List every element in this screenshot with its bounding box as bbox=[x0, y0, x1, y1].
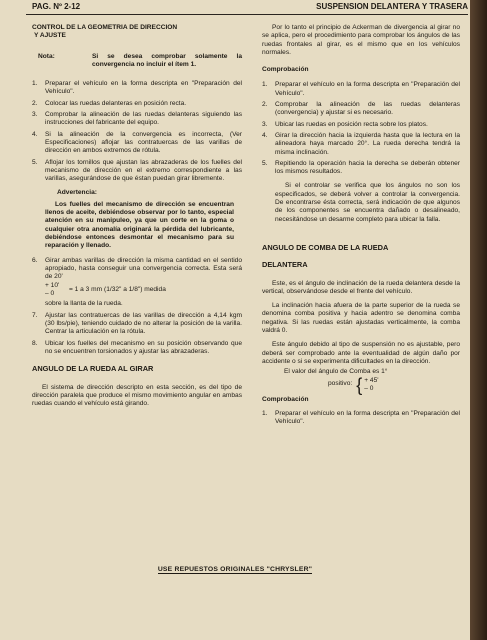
paragraph: Este ángulo debido al tipo de suspensión no es ajustable, pero deberá ser comprobado ante la eventualidad de algún daño por accidente o si se experimenta dificultades en la dirección. bbox=[262, 341, 460, 365]
page-footer bbox=[0, 566, 470, 574]
list-item: 1. Preparar el vehículo en la forma descripta en "Preparación del Vehículo". bbox=[32, 80, 242, 96]
list-item: 1. Preparar el vehículo en la forma descripta en "Preparación del Vehículo". bbox=[262, 409, 460, 426]
note-label: Nota: bbox=[38, 52, 55, 60]
step6-end: sobre la llanta de la rueda. bbox=[45, 300, 123, 308]
warning-text: Los fuelles del mecanismo de dirección se encuentran llenos de aceite, debiéndose observar por lo tanto, especial atención en su manipuleo, ya que un corte en la goma o cualquier otra anomalía originará la pérdida del lubricante, debiéndose entonces desmontar el mecanismo para su reparación y llenado. bbox=[45, 200, 234, 250]
right-column bbox=[262, 24, 460, 426]
section-heading: ANGULO DE LA RUEDA AL GIRAR bbox=[32, 364, 154, 374]
list-item: 2. Comprobar la alineación de las ruedas delanteras (convergencia) y ajustar si es necesario. bbox=[262, 101, 460, 117]
check-heading: Comprobación bbox=[262, 66, 309, 74]
left-title-2: Y AJUSTE bbox=[34, 32, 66, 40]
page-edge bbox=[470, 0, 487, 640]
footer-text: USE REPUESTOS ORIGINALES "CHRYSLER" bbox=[157, 566, 313, 573]
list-item: 4. Si la alineación de la convergencia es incorrecta, (Ver Especificaciones) aflojar las contratuercas de las varillas de dirección en ambos extremos de rótula. bbox=[32, 130, 242, 155]
camber-tolerance bbox=[328, 374, 460, 395]
list-item: 6. Girar ambas varillas de dirección la misma cantidad en el sentido apropiado, hasta conseguir una convergencia correcta. Esta será de 20' + 10' – 0 = 1 a 3 mm (1/32" a 1/8") medida sobre la llanta de la rueda. bbox=[32, 256, 242, 308]
page-header bbox=[26, 3, 468, 15]
warning-box bbox=[45, 189, 234, 250]
paragraph: La inclinación hacia afuera de la parte superior de la rueda se denomina comba positiva y hacia adentro se denomina comba negativa. Si las ruedas están ajustadas verticalmente, la comba valdrá 0. bbox=[262, 302, 460, 335]
check-heading: Comprobación bbox=[262, 395, 309, 403]
list-item: 3. Comprobar la alineación de las ruedas delanteras siguiendo las instrucciones del fabricante del equipo. bbox=[32, 111, 242, 127]
note-text: Si se desea comprobar solamente la convergencia no incluir el ítem 1. bbox=[92, 52, 242, 68]
list-item: 5. Repitiendo la operación hacia la derecha se deberán obtener los mismos resultados. bbox=[262, 159, 460, 176]
paragraph: Si el controlar se verifica que los ángulos no son los especificados, se deberá volver a controlar la convergencia. De encontrarse ésta correcta, será indicación de que algunos de los componentes se encuentra dañado o desalineado, necesitándose un desarme completo para ubicar la falla. bbox=[275, 182, 460, 223]
toe-minus: – 0 bbox=[45, 290, 55, 298]
section-heading: ANGULO DE COMBA DE LA RUEDA bbox=[262, 242, 389, 252]
warning-title: Advertencia: bbox=[57, 189, 97, 197]
list-item: 1. Preparar el vehículo en la forma descripta en "Preparación del Vehículo". bbox=[262, 81, 460, 97]
step6-text: Girar ambas varillas de dirección la misma cantidad en el sentido apropiado, hasta conseguir una convergencia correcta. Esta será de 20' bbox=[45, 256, 242, 281]
list-item: 7. Ajustar las contratuercas de las varillas de dirección a 4,14 kgm (30 lbs/pie), teniendo cuidado de no alterar la posición de la varilla. Centrar la articulación en la rótula. bbox=[32, 311, 242, 336]
paragraph: Este, es el ángulo de inclinación de la rueda delantera desde la vertical, observándose desde el frente del vehículo. bbox=[262, 279, 460, 295]
paragraph: El sistema de dirección descripto en esta sección, es del tipo de dirección paralela que produce el mismo movimiento angular en ambas ruedas cuando el vehículo está girando. bbox=[32, 383, 242, 408]
camber-value-line: El valor del ángulo de Comba es 1° bbox=[284, 368, 388, 376]
list-item: 3. Ubicar las ruedas en posición recta sobre los platos. bbox=[262, 120, 428, 128]
camber-plus: + 45' bbox=[364, 376, 379, 384]
camber-minus: – 0 bbox=[364, 384, 374, 392]
list-item: 5. Aflojar los tornillos que ajustan las abrazaderas de los fuelles del mecanismo de dirección en el extremo correspondiente a las varillas, asegurándose de que éstan puedan girar libremente. bbox=[32, 158, 242, 183]
brace-icon: { bbox=[356, 374, 363, 395]
list-item: 2. Colocar las ruedas delanteras en posición recta. bbox=[32, 99, 187, 107]
toe-mm: = 1 a 3 mm (1/32" a 1/8") medida bbox=[69, 286, 166, 294]
left-column bbox=[32, 24, 242, 408]
toe-plus: + 10' bbox=[45, 282, 60, 290]
camber-label: positivo: bbox=[328, 380, 353, 388]
section-title: SUSPENSION DELANTERA Y TRASERA bbox=[316, 2, 468, 11]
list-item: 4. Girar la dirección hacia la izquierda hasta que la lectura en la alineadora haya marcado 20°. La rueda derecha tendrá la misma inclinación. bbox=[262, 131, 460, 156]
list-item: 8. Ubicar los fuelles del mecanismo en su posición observando que no se encuentren torsionados y ajustar las abrazaderas. bbox=[32, 339, 242, 355]
note bbox=[32, 53, 242, 70]
page-number: PAG. Nº 2-12 bbox=[32, 2, 81, 11]
toe-value bbox=[45, 282, 242, 298]
section-subheading: DELANTERA bbox=[262, 260, 308, 270]
paragraph: Por lo tanto el principio de Ackerman de divergencia al girar no se aplica, pero el procedimiento para comprobar los ángulos de las ruedas frontales al girar, es el mismo que en los vehículos normales. bbox=[262, 24, 460, 56]
left-title: CONTROL DE LA GEOMETRIA DE DIRECCION bbox=[32, 24, 178, 31]
